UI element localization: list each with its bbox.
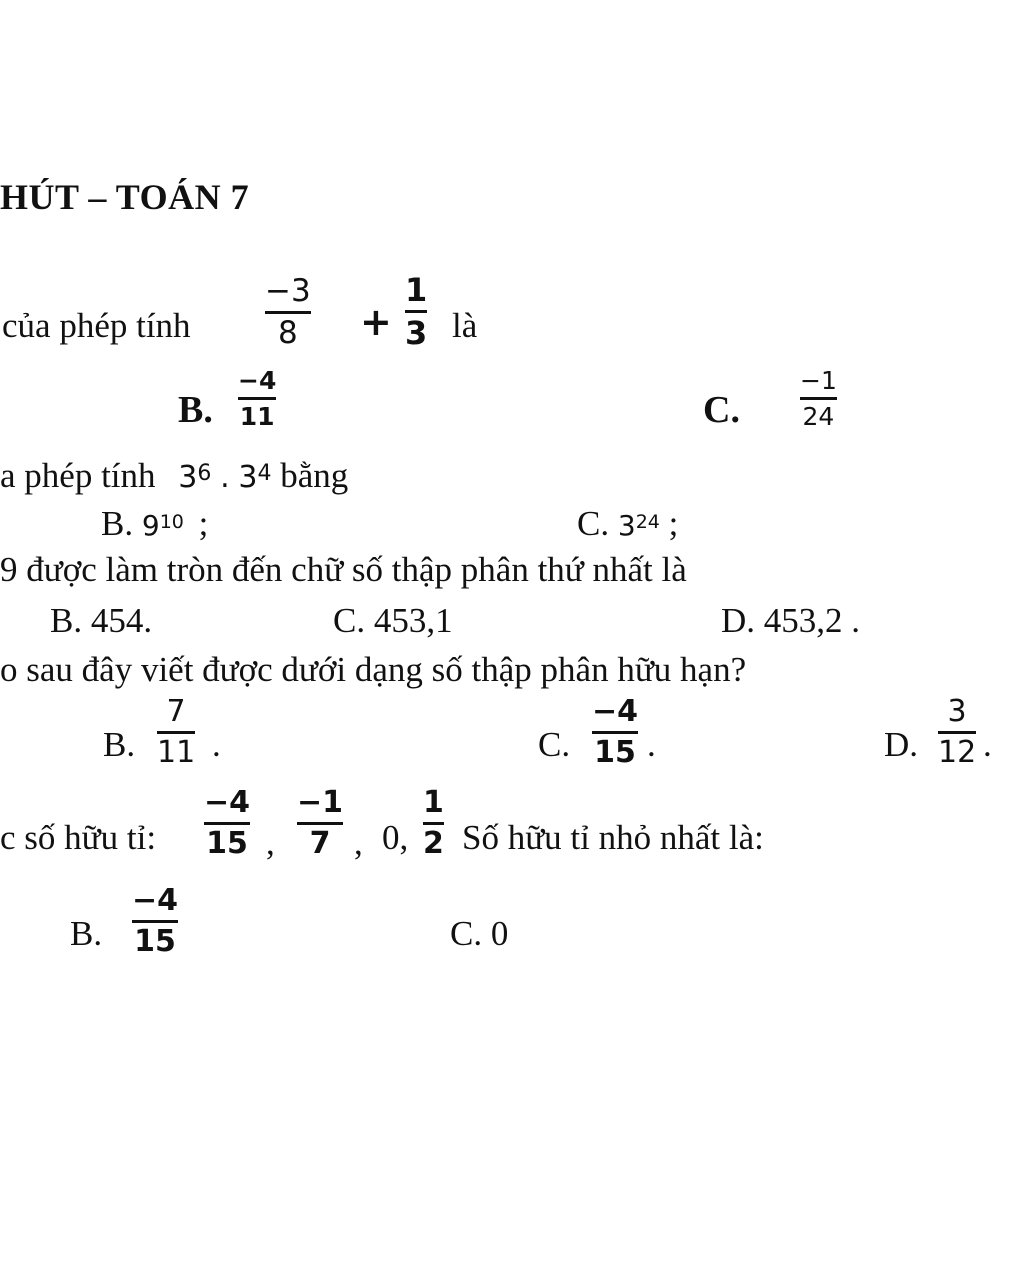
fraction-bar xyxy=(405,310,427,313)
page-title: HÚT – TOÁN 7 xyxy=(0,177,250,217)
q4-text: o sau đây viết được dưới dạng số thập phân hữu hạn? xyxy=(0,650,747,689)
q5-fraction-3 xyxy=(423,785,444,861)
q2-dot: . xyxy=(220,460,230,495)
q2-option-c-base: 3 xyxy=(617,509,636,542)
q2-option-b-end: ; xyxy=(198,504,209,543)
q5-fraction-1 xyxy=(204,785,251,861)
q5-fraction-2-numerator: −1 xyxy=(297,785,344,820)
q2-suffix: bằng xyxy=(280,456,349,495)
q4-option-b-denominator: 11 xyxy=(157,735,196,770)
q1-fraction-1 xyxy=(265,273,311,351)
q2-exponent-1: 6 xyxy=(197,461,212,486)
q5-fraction-3-denominator: 2 xyxy=(423,826,444,861)
q2-option-c-end: ; xyxy=(668,504,679,543)
q2-option-b xyxy=(101,504,208,546)
q5-fraction-1-numerator: −4 xyxy=(204,785,251,820)
q4-option-b-fraction xyxy=(157,694,196,770)
q5-option-b-label: B. xyxy=(70,914,103,953)
q2-prefix: a phép tính xyxy=(0,456,156,495)
q5-separator-2: , xyxy=(354,823,363,862)
fraction-bar xyxy=(938,731,976,734)
fraction-bar xyxy=(204,822,250,825)
q1-fraction-2 xyxy=(405,271,428,352)
q2-power-2 xyxy=(238,460,271,495)
q2-option-c-exponent: 24 xyxy=(635,511,660,533)
fraction-bar xyxy=(132,920,178,923)
fraction-bar xyxy=(800,397,837,400)
q1-fraction-2-numerator: 1 xyxy=(405,271,428,309)
q1-plus-sign: + xyxy=(360,300,392,344)
q1-option-b-denominator: 11 xyxy=(239,402,275,431)
q1-option-c-numerator: −1 xyxy=(800,366,837,395)
q4-option-c-numerator: −4 xyxy=(592,694,639,729)
q5-fraction-3-numerator: 1 xyxy=(423,785,444,820)
q4-option-b-label: B. xyxy=(103,725,136,764)
q3-option-d: D. 453,2 . xyxy=(721,601,861,640)
q1-suffix: là xyxy=(452,306,478,345)
q4-option-b-end: . xyxy=(212,725,221,764)
q5-separator-1: , xyxy=(266,823,275,862)
q3-text: 9 được làm tròn đến chữ số thập phân thứ nhất là xyxy=(0,550,687,589)
q2-base-1: 3 xyxy=(178,460,198,495)
q5-option-c: C. 0 xyxy=(450,914,509,953)
q2-option-c xyxy=(577,504,678,546)
fraction-bar xyxy=(297,822,343,825)
fraction-bar xyxy=(423,822,444,825)
fraction-bar xyxy=(238,397,276,400)
q1-option-c-denominator: 24 xyxy=(802,402,835,431)
q5-fraction-2-denominator: 7 xyxy=(309,826,331,861)
q3-option-c: C. 453,1 xyxy=(333,601,453,640)
q2-option-b-exponent: 10 xyxy=(159,511,184,533)
q4-option-d-fraction xyxy=(938,694,977,770)
q5-option-b-denominator: 15 xyxy=(134,924,176,959)
q1-option-c-label: C. xyxy=(703,389,740,431)
q5-prefix: c số hữu tỉ: xyxy=(0,818,157,857)
q1-fraction-2-denominator: 3 xyxy=(405,314,428,352)
q2-option-b-base: 9 xyxy=(141,509,160,542)
q4-option-c-end: . xyxy=(647,725,656,764)
q2-base-2: 3 xyxy=(238,460,258,495)
q5-fraction-1-denominator: 15 xyxy=(206,826,248,861)
q1-fraction-1-numerator: −3 xyxy=(265,273,311,309)
q1-option-c-fraction xyxy=(800,368,837,429)
fraction-bar xyxy=(592,731,638,734)
q4-option-d-denominator: 12 xyxy=(938,735,977,770)
q1-option-b-label: B. xyxy=(178,389,213,431)
q4-option-c-denominator: 15 xyxy=(594,735,636,770)
q1-option-b-fraction xyxy=(238,368,276,429)
q2-option-c-label: C. xyxy=(577,504,610,543)
q2-power-1 xyxy=(178,460,211,495)
q5-zero: 0, xyxy=(382,818,409,857)
q4-option-d-numerator: 3 xyxy=(947,694,967,729)
q5-suffix: Số hữu tỉ nhỏ nhất là: xyxy=(462,818,764,857)
q5-option-b-numerator: −4 xyxy=(132,883,179,918)
q4-option-b-numerator: 7 xyxy=(166,694,186,729)
q5-option-b-fraction xyxy=(132,883,179,959)
q4-option-d-end: . xyxy=(983,725,992,764)
q3-option-b: B. 454. xyxy=(50,601,153,640)
q4-option-d-label: D. xyxy=(884,725,919,764)
q2-exponent-2: 4 xyxy=(257,461,272,486)
q1-fraction-1-denominator: 8 xyxy=(277,315,298,351)
q2-line xyxy=(0,456,348,498)
q4-option-c-fraction xyxy=(592,694,639,770)
fraction-bar xyxy=(265,311,311,314)
fraction-bar xyxy=(157,731,195,734)
q2-option-b-label: B. xyxy=(101,504,134,543)
q1-prefix: của phép tính xyxy=(2,306,191,345)
q1-option-b-numerator: −4 xyxy=(238,366,277,395)
q5-fraction-2 xyxy=(297,785,344,861)
q4-option-c-label: C. xyxy=(538,725,571,764)
